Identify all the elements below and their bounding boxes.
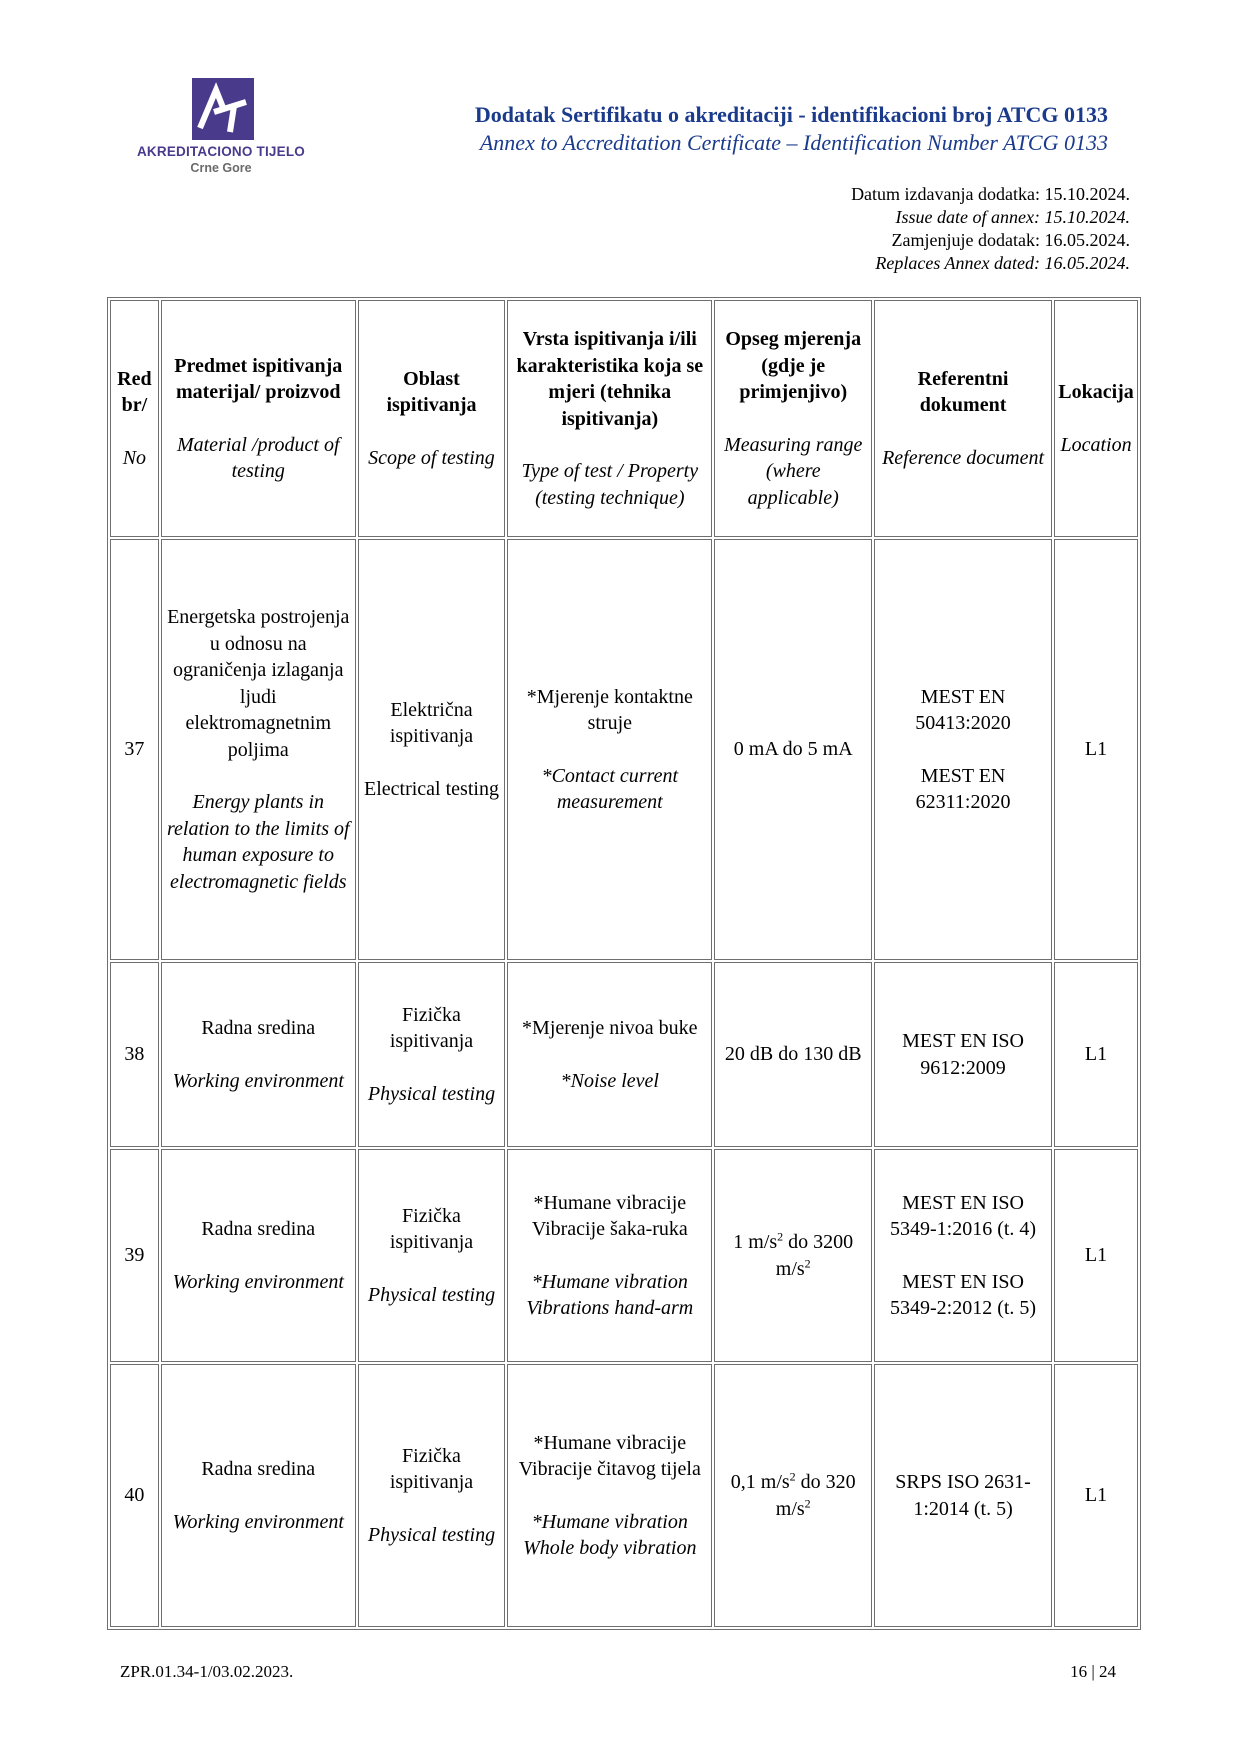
- table-row: [110, 1149, 1138, 1362]
- cell-reference: MEST EN ISO 9612:2009: [874, 962, 1052, 1147]
- cell-material: Energetska postrojenja u odnosu na ograničenja izlaganja ljudi elektromagnetnim poljima Energy plants in relation to the limits of human exposure to electromagnetic fields: [161, 539, 356, 960]
- logo-at-icon: [192, 78, 254, 140]
- issue-date-local: Datum izdavanja dodatka: 15.10.2024.: [851, 184, 1130, 204]
- document-title-local: Dodatak Sertifikatu o akreditaciji - identifikacioni broj ATCG 0133: [474, 102, 1108, 127]
- cell-material: Radna sredina Working environment: [161, 1364, 356, 1627]
- cell-scope: Fizička ispitivanja Physical testing: [358, 1149, 505, 1362]
- cell-range: 0,1 $m/s^2$ do 320 $m/s^2$: [714, 1364, 872, 1627]
- header-scope: Oblast ispitivanja Scope of testing: [358, 300, 505, 537]
- cell-location: L1: [1054, 1149, 1138, 1362]
- header-no: Red br/ No: [110, 300, 159, 537]
- table-row: [110, 962, 1138, 1147]
- annex-dates: [600, 183, 1130, 275]
- cell-material: Radna sredina Working environment: [161, 1149, 356, 1362]
- logo-name: AKREDITACIONO TIJELO: [136, 144, 305, 159]
- document-title-english: Annex to Accreditation Certificate – Identification Number ATCG 0133: [479, 130, 1108, 155]
- issue-date-english: Issue date of annex: 15.10.2024.: [895, 207, 1130, 227]
- replaces-date-local: Zamjenjuje dodatak: 16.05.2024.: [891, 230, 1130, 250]
- cell-reference: MEST EN 50413:2020 MEST EN 62311:2020: [874, 539, 1052, 960]
- cell-location: L1: [1054, 539, 1138, 960]
- cell-range: 1 $m/s^2$ do 3200 $m/s^2$: [714, 1149, 872, 1362]
- cell-scope: Fizička ispitivanja Physical testing: [358, 962, 505, 1147]
- table-header-row: [110, 300, 1138, 537]
- cell-material: Radna sredina Working environment: [161, 962, 356, 1147]
- cell-range: 20 dB do 130 dB: [714, 962, 872, 1147]
- header-material: Predmet ispitivanja materijal/ proizvod Material /product of testing: [161, 300, 356, 537]
- footer-page-number: 16 | 24: [1070, 1662, 1116, 1681]
- accreditation-scope-table: [107, 297, 1141, 1630]
- cell-test-type: *Mjerenje kontaktne struje *Contact current measurement: [507, 539, 712, 960]
- cell-test-type: *Humane vibracije Vibracije čitavog tijela *Humane vibration Whole body vibration: [507, 1364, 712, 1627]
- cell-location: L1: [1054, 962, 1138, 1147]
- table-row: [110, 539, 1138, 960]
- header-measuring-range: Opseg mjerenja (gdje je primjenjivo) Measuring range (where applicable): [714, 300, 872, 537]
- cell-scope: Električna ispitivanja Electrical testing: [358, 539, 505, 960]
- cell-reference: MEST EN ISO 5349-1:2016 (t. 4) MEST EN ISO 5349-2:2012 (t. 5): [874, 1149, 1052, 1362]
- cell-reference: SRPS ISO 2631-1:2014 (t. 5): [874, 1364, 1052, 1627]
- footer-document-code: ZPR.01.34-1/03.02.2023.: [120, 1662, 294, 1681]
- cell-no: 37: [110, 539, 159, 960]
- accreditation-body-logo: [126, 78, 316, 178]
- cell-location: L1: [1054, 1364, 1138, 1627]
- logo-subtitle: Crne Gore: [190, 161, 252, 175]
- header-reference: Referentni dokument Reference document: [874, 300, 1052, 537]
- table-row: [110, 1364, 1138, 1627]
- cell-no: 38: [110, 962, 159, 1147]
- header-test-type: Vrsta ispitivanja i/ili karakteristika koja se mjeri (tehnika ispitivanja) Type of test / Property (testing technique): [507, 300, 712, 537]
- cell-test-type: *Mjerenje nivoa buke *Noise level: [507, 962, 712, 1147]
- replaces-date-english: Replaces Annex dated: 16.05.2024.: [875, 253, 1130, 273]
- cell-no: 40: [110, 1364, 159, 1627]
- cell-no: 39: [110, 1149, 159, 1362]
- cell-test-type: *Humane vibracije Vibracije šaka-ruka *Humane vibration Vibrations hand-arm: [507, 1149, 712, 1362]
- cell-range: 0 mA do 5 mA: [714, 539, 872, 960]
- cell-scope: Fizička ispitivanja Physical testing: [358, 1364, 505, 1627]
- header-location: Lokacija Location: [1054, 300, 1138, 537]
